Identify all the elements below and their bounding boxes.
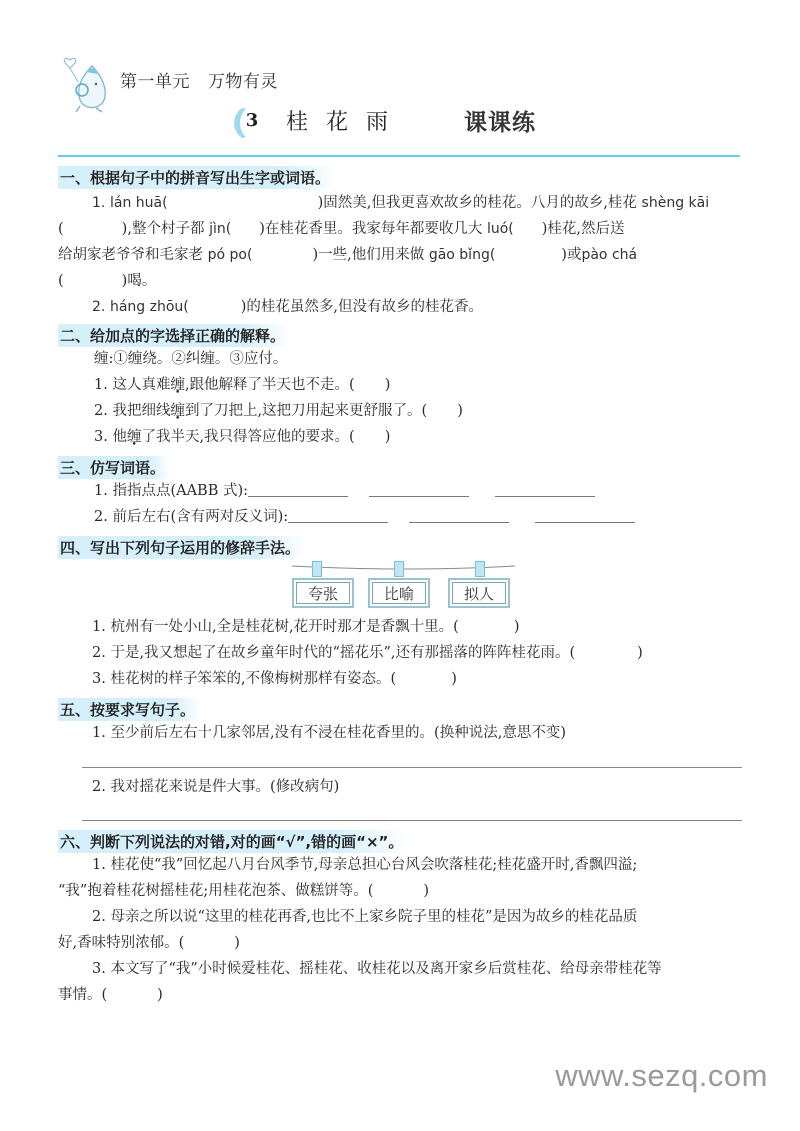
dotted-char: 缠: [126, 429, 142, 445]
unit-title: [120, 67, 278, 92]
s1-q1-line3: 给胡家老爷爷和毛家老 pó po( )一些,他们用来做 gāo bǐng( )或pào chá: [58, 247, 638, 263]
header-divider: [58, 155, 740, 157]
s6-item-3-line2: 事情。( ): [58, 987, 163, 1003]
s6-item-1-line1: 1. 桂花使“我”回忆起八月台风季节,母亲总担心台风会吹落桂花;桂花盛开时,香飘四溢;: [92, 857, 638, 873]
section-5-title: 五、按要求写句子。: [58, 698, 201, 721]
unit-theme: 万物有灵: [208, 72, 278, 92]
s1-q1-line4: ( )喝。: [58, 273, 157, 289]
answer-line[interactable]: [288, 522, 388, 523]
s4-item-2: 2. 于是,我又想起了在故乡童年时代的“摇花乐”,还有那摇落的阵阵桂花雨。( ): [92, 645, 643, 661]
s2-definition: 缠:①缠绕。②纠缠。③应付。: [94, 351, 288, 367]
section-1-title: 一、根据句子中的拼音写出生字或词语。: [58, 166, 336, 189]
s5-item-1: 1. 至少前后左右十几家邻居,没有不浸在桂花香里的。(换种说法,意思不变): [92, 725, 566, 741]
s3-item-2: 2. 前后左右(含有两对反义词):: [58, 504, 778, 530]
s4-item-1: 1. 杭州有一处小山,全是桂花树,花开时那才是香飘十里。( ): [92, 619, 520, 635]
option-tag-personification: 拟人: [448, 578, 510, 608]
s5-item-2: 2. 我对摇花来说是件大事。(修改病句): [92, 779, 340, 795]
s6-item-3-line1: 3. 本文写了“我”小时候爱桂花、摇桂花、收桂花以及离开家乡后赏桂花、给母亲带桂花等: [92, 961, 662, 977]
clothesline-icon: [290, 560, 520, 576]
clip-icon: [475, 561, 485, 577]
s6-item-2-line1: 2. 母亲之所以说“这里的桂花再香,也比不上家乡院子里的桂花”是因为故乡的桂花品质: [92, 909, 638, 925]
lesson-title: 桂花雨: [286, 110, 407, 135]
option-tag-exaggeration: 夸张: [292, 578, 354, 608]
s2-item-2: 2. 我把细线缠到了刀把上,这把刀用起来更舒服了。( ): [94, 403, 463, 419]
section-4-title: 四、写出下列句子运用的修辞手法。: [58, 536, 306, 559]
lesson-number-badge: 3: [238, 107, 266, 135]
lesson-title-row: [238, 104, 536, 137]
answer-line[interactable]: [495, 496, 595, 497]
s6-item-1-line2: “我”抱着桂花树摇桂花;用桂花泡茶、做糕饼等。( ): [58, 883, 430, 899]
section-3-title: 三、仿写词语。: [58, 456, 171, 479]
clip-icon: [312, 561, 322, 577]
section-6-title: 六、判断下列说法的对错,对的画“√”,错的画“×”。: [58, 830, 409, 853]
s4-item-3: 3. 桂花树的样子笨笨的,不像梅树那样有姿态。( ): [92, 671, 457, 687]
answer-line[interactable]: [535, 522, 635, 523]
answer-line[interactable]: [409, 522, 509, 523]
answer-line[interactable]: [369, 496, 469, 497]
section-2-title: 二、给加点的字选择正确的解释。: [58, 324, 291, 347]
option-tag-metaphor: 比喻: [368, 578, 430, 608]
unit-label: 第一单元: [120, 72, 190, 92]
practice-label: 课课练: [464, 110, 537, 136]
answer-line[interactable]: [82, 820, 742, 821]
s2-item-3: 3. 他缠了我半天,我只得答应他的要求。( ): [94, 429, 391, 445]
s2-item-1: 1. 这人真难缠,跟他解释了半天也不走。( ): [94, 377, 391, 393]
s3-item-1: 1. 指指点点(AABB 式):: [58, 478, 778, 504]
mascot-icon: [62, 54, 112, 114]
clip-icon: [394, 561, 404, 577]
s1-q1-line1: 1. lán huā( )固然美,但我更喜欢故乡的桂花。八月的故乡,桂花 shèng kāi: [92, 195, 710, 211]
s1-q1-line2: ( ),整个村子都 jìn( )在桂花香里。我家每年都要收几大 luó( )桂花,然后送: [58, 221, 625, 237]
dotted-char: 缠: [170, 403, 185, 419]
answer-line[interactable]: [248, 496, 348, 497]
s6-item-2-line2: 好,香味特别浓郁。( ): [58, 935, 240, 951]
watermark: www.sezq.com: [555, 1058, 768, 1093]
dotted-char: 缠: [170, 377, 185, 393]
s1-q2: 2. háng zhōu( )的桂花虽然多,但没有故乡的桂花香。: [92, 299, 484, 315]
answer-line[interactable]: [82, 767, 742, 768]
